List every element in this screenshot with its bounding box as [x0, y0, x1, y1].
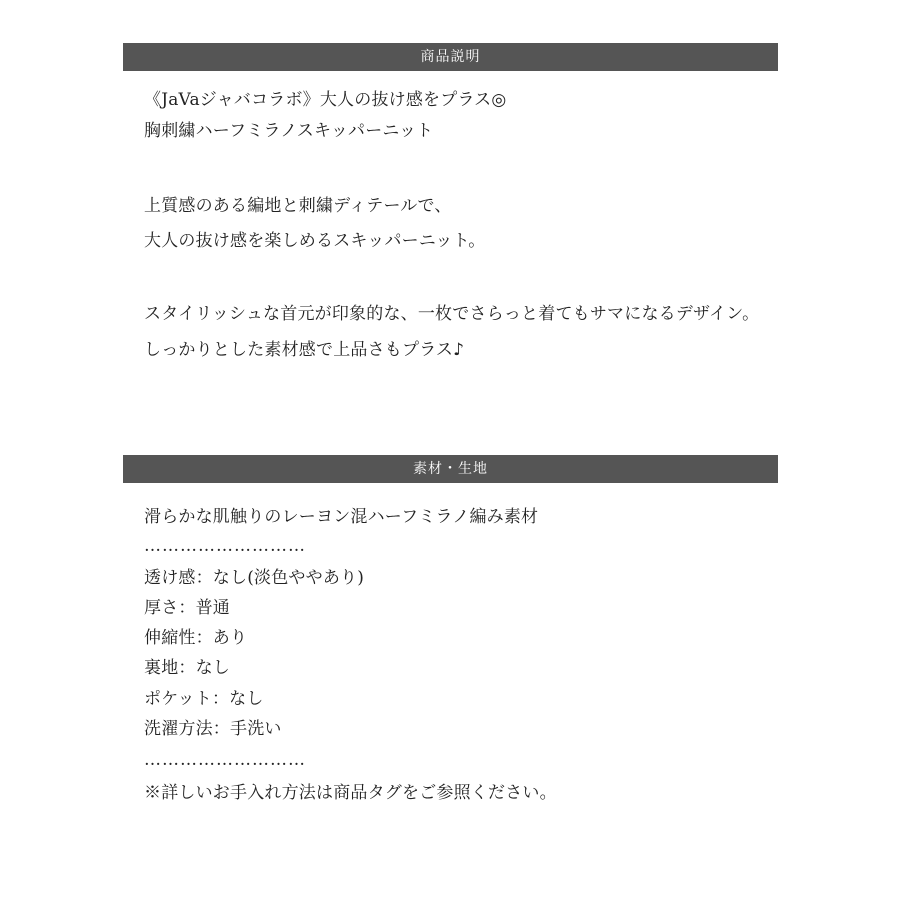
description-line-1: 《JaVaジャバコラボ》大人の抜け感をプラス◎	[144, 90, 507, 110]
description-line-2: 胸刺繍ハーフミラノスキッパーニット	[144, 121, 434, 141]
spec-pocket: ポケット：なし	[144, 689, 264, 709]
spec-thickness: 厚さ：普通	[144, 598, 230, 618]
spec-washing: 洗濯方法：手洗い	[144, 719, 282, 739]
care-note: ※詳しいお手入れ方法は商品タグをご参照ください。	[144, 783, 557, 803]
description-line-5: スタイリッシュな首元が印象的な、一枚でさらっと着てもサマになるデザイン。	[144, 304, 760, 324]
description-line-3: 上質感のある編地と刺繍ディテールで、	[144, 196, 452, 216]
spec-stretch: 伸縮性：あり	[144, 628, 248, 648]
description-line-4: 大人の抜け感を楽しめるスキッパーニット。	[144, 231, 486, 251]
material-separator-bottom: ………………………	[144, 750, 306, 770]
product-description-header: 商品説明	[123, 43, 778, 71]
material-separator-top: ………………………	[144, 536, 306, 556]
material-header: 素材・生地	[123, 455, 778, 483]
spec-transparency: 透け感：なし(淡色ややあり)	[144, 568, 365, 588]
material-intro: 滑らかな肌触りのレーヨン混ハーフミラノ編み素材	[144, 507, 539, 527]
description-line-6: しっかりとした素材感で上品さもプラス♪	[144, 340, 465, 360]
spec-lining: 裏地：なし	[144, 658, 230, 678]
